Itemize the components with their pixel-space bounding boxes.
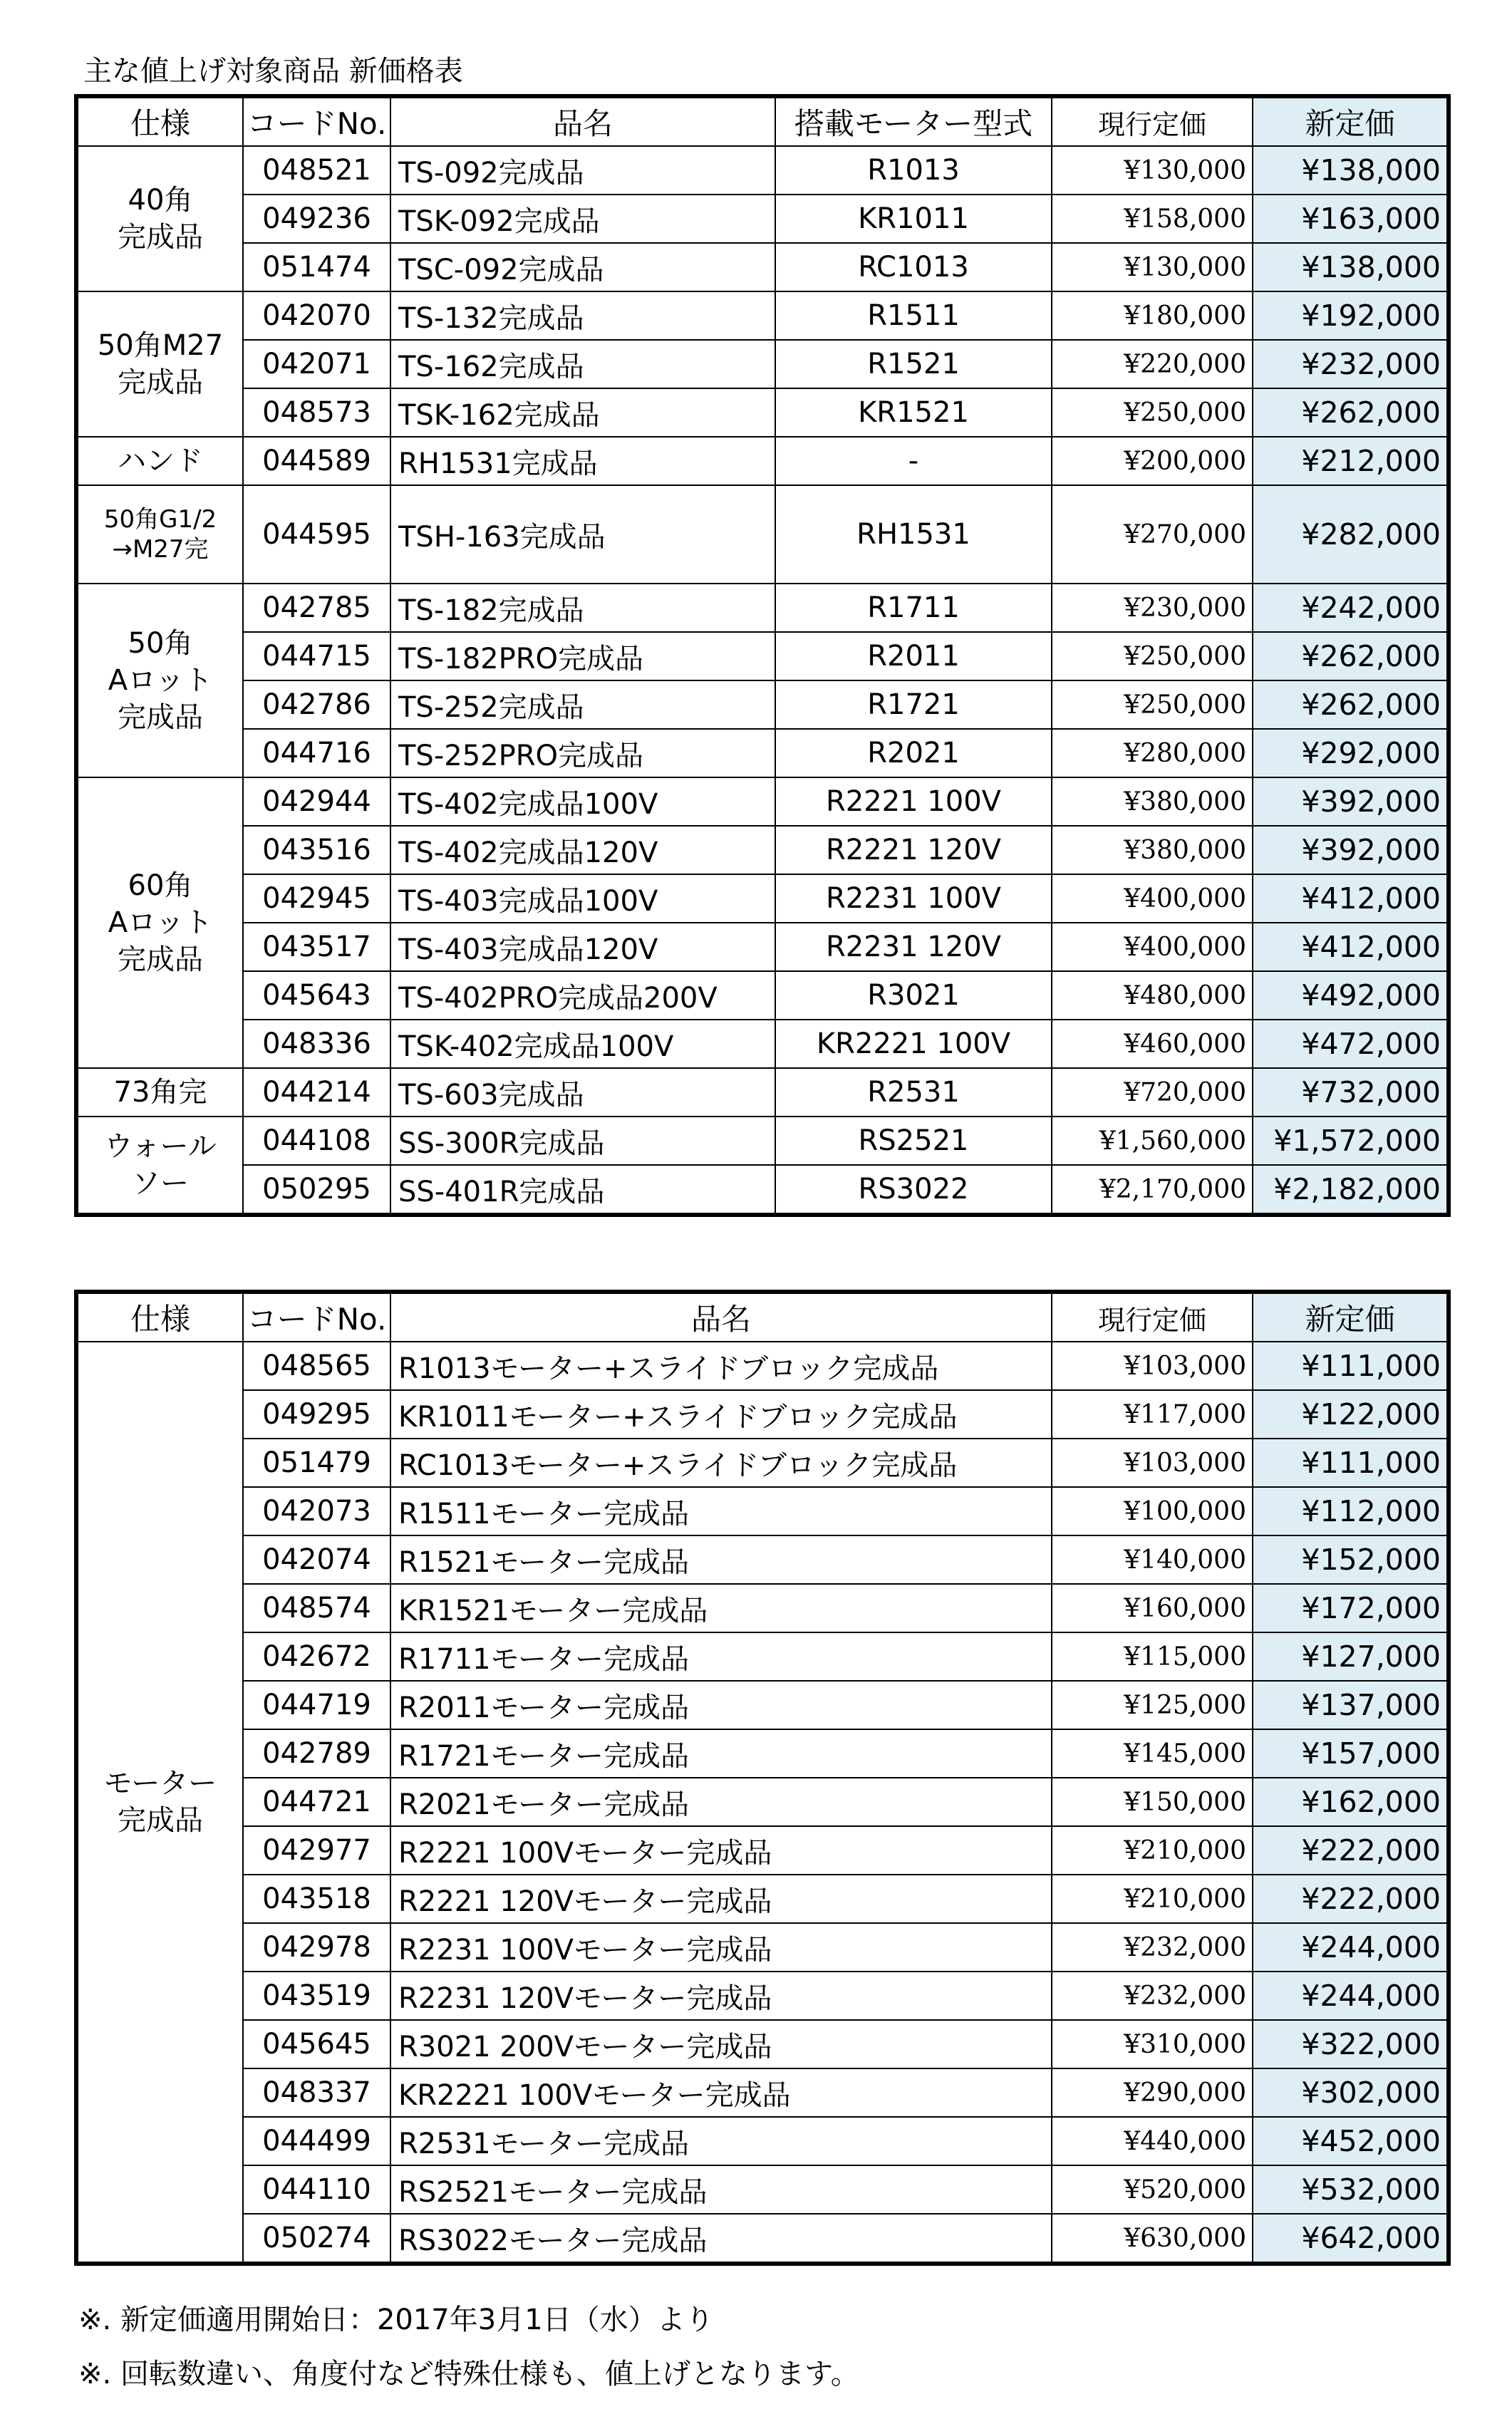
- header-spec: 仕様: [76, 96, 243, 146]
- motor-model-cell: R2221 120V: [775, 826, 1052, 874]
- current-price-cell: ¥140,000: [1052, 1535, 1253, 1584]
- code-cell: 042073: [243, 1487, 390, 1535]
- new-price-cell: ¥302,000: [1253, 2068, 1449, 2117]
- table-row: [76, 437, 1449, 485]
- product-name-cell: R1013モーター+スライドブロック完成品: [390, 1342, 1052, 1390]
- product-name-cell: R2231 100Vモーター完成品: [390, 1923, 1052, 1972]
- current-price-cell: ¥130,000: [1052, 243, 1253, 291]
- table-row: [76, 729, 1449, 777]
- code-cell: 050295: [243, 1165, 390, 1215]
- product-name-cell: RS2521モーター完成品: [390, 2165, 1052, 2214]
- current-price-cell: ¥480,000: [1052, 971, 1253, 1020]
- current-price-cell: ¥230,000: [1052, 584, 1253, 632]
- current-price-cell: ¥100,000: [1052, 1487, 1253, 1535]
- spec-cell: [76, 1117, 243, 1215]
- spec-line: 40角: [128, 184, 193, 217]
- code-cell: 042945: [243, 874, 390, 923]
- current-price-cell: ¥130,000: [1052, 146, 1253, 195]
- product-name-cell: TSH-163完成品: [390, 485, 775, 584]
- product-name-cell: R1521モーター完成品: [390, 1535, 1052, 1584]
- spec-cell: [76, 584, 243, 777]
- header-current-price: 現行定価: [1052, 96, 1253, 146]
- current-price-cell: ¥400,000: [1052, 923, 1253, 971]
- table-row: [76, 2214, 1449, 2264]
- product-name-cell: RS3022モーター完成品: [390, 2214, 1052, 2264]
- new-price-cell: ¥262,000: [1253, 388, 1449, 437]
- new-price-cell: ¥532,000: [1253, 2165, 1449, 2214]
- new-price-cell: ¥127,000: [1253, 1632, 1449, 1681]
- table-row: [76, 1632, 1449, 1681]
- product-name-cell: R1721モーター完成品: [390, 1729, 1052, 1778]
- code-cell: 042977: [243, 1826, 390, 1875]
- current-price-cell: ¥400,000: [1052, 874, 1253, 923]
- code-cell: 042070: [243, 291, 390, 340]
- new-price-cell: ¥138,000: [1253, 243, 1449, 291]
- product-name-cell: R1711モーター完成品: [390, 1632, 1052, 1681]
- code-cell: 044499: [243, 2117, 390, 2165]
- current-price-cell: ¥210,000: [1052, 1826, 1253, 1875]
- table-row: [76, 485, 1449, 584]
- motor-model-cell: R2231 120V: [775, 923, 1052, 971]
- current-price-cell: ¥380,000: [1052, 777, 1253, 826]
- current-price-cell: ¥1,560,000: [1052, 1117, 1253, 1165]
- spec-line: 73角完: [113, 1076, 207, 1109]
- table-row: [76, 1875, 1449, 1923]
- current-price-cell: ¥630,000: [1052, 2214, 1253, 2264]
- product-name-cell: KR2221 100Vモーター完成品: [390, 2068, 1052, 2117]
- code-cell: 044110: [243, 2165, 390, 2214]
- new-price-cell: ¥452,000: [1253, 2117, 1449, 2165]
- current-price-cell: ¥220,000: [1052, 340, 1253, 388]
- code-cell: 042071: [243, 340, 390, 388]
- spec-cell: [76, 146, 243, 291]
- spec-line: ハンド: [118, 445, 203, 477]
- table-row: [76, 2117, 1449, 2165]
- product-name-cell: TS-403完成品120V: [390, 923, 775, 971]
- current-price-cell: ¥232,000: [1052, 1923, 1253, 1972]
- code-cell: 042978: [243, 1923, 390, 1972]
- new-price-cell: ¥492,000: [1253, 971, 1449, 1020]
- spec-line: 完成品: [118, 221, 203, 254]
- product-name-cell: TS-402完成品120V: [390, 826, 775, 874]
- table-row: [76, 2165, 1449, 2214]
- motor-model-cell: R2221 100V: [775, 777, 1052, 826]
- current-price-cell: ¥117,000: [1052, 1390, 1253, 1439]
- new-price-cell: ¥732,000: [1253, 1068, 1449, 1117]
- current-price-cell: ¥250,000: [1052, 680, 1253, 729]
- header-new-price: 新定価: [1253, 96, 1449, 146]
- table-row: [76, 340, 1449, 388]
- code-cell: 044108: [243, 1117, 390, 1165]
- code-cell: 048574: [243, 1584, 390, 1632]
- table-row: [76, 777, 1449, 826]
- current-price-cell: ¥290,000: [1052, 2068, 1253, 2117]
- current-price-cell: ¥280,000: [1052, 729, 1253, 777]
- code-cell: 043519: [243, 1972, 390, 2020]
- code-cell: 044595: [243, 485, 390, 584]
- current-price-cell: ¥115,000: [1052, 1632, 1253, 1681]
- code-cell: 042944: [243, 777, 390, 826]
- product-name-cell: RC1013モーター+スライドブロック完成品: [390, 1439, 1052, 1487]
- table-row: [76, 146, 1449, 195]
- product-name-cell: SS-401R完成品: [390, 1165, 775, 1215]
- new-price-cell: ¥262,000: [1253, 680, 1449, 729]
- product-name-cell: TSK-162完成品: [390, 388, 775, 437]
- current-price-cell: ¥150,000: [1052, 1778, 1253, 1826]
- current-price-cell: ¥2,170,000: [1052, 1165, 1253, 1215]
- table-row: [76, 874, 1449, 923]
- new-price-cell: ¥212,000: [1253, 437, 1449, 485]
- product-name-cell: RH1531完成品: [390, 437, 775, 485]
- spec-line: Aロット: [108, 664, 213, 697]
- code-cell: 044716: [243, 729, 390, 777]
- table-row: [76, 584, 1449, 632]
- product-name-cell: TS-162完成品: [390, 340, 775, 388]
- note-effective-date: ※. 新定価適用開始日：2017年3月1日（水）より: [78, 2304, 714, 2336]
- spec-line: 完成品: [118, 943, 203, 976]
- code-cell: 045643: [243, 971, 390, 1020]
- new-price-cell: ¥122,000: [1253, 1390, 1449, 1439]
- code-cell: 050274: [243, 2214, 390, 2264]
- product-name-cell: R2221 100Vモーター完成品: [390, 1826, 1052, 1875]
- code-cell: 044214: [243, 1068, 390, 1117]
- table-row: [76, 1535, 1449, 1584]
- table-row: [76, 1778, 1449, 1826]
- price-table-main: [74, 94, 1451, 1217]
- product-name-cell: TS-252完成品: [390, 680, 775, 729]
- spec-line: ウォール: [104, 1130, 217, 1163]
- motor-model-cell: R2021: [775, 729, 1052, 777]
- current-price-cell: ¥250,000: [1052, 388, 1253, 437]
- code-cell: 048337: [243, 2068, 390, 2117]
- product-name-cell: TS-402PRO完成品200V: [390, 971, 775, 1020]
- code-cell: 042672: [243, 1632, 390, 1681]
- code-cell: 042786: [243, 680, 390, 729]
- current-price-cell: ¥232,000: [1052, 1972, 1253, 2020]
- product-name-cell: TS-182PRO完成品: [390, 632, 775, 680]
- product-name-cell: TS-252PRO完成品: [390, 729, 775, 777]
- table-row: [76, 1390, 1449, 1439]
- new-price-cell: ¥232,000: [1253, 340, 1449, 388]
- spec-line: 50角M27: [97, 329, 224, 362]
- current-price-cell: ¥380,000: [1052, 826, 1253, 874]
- spec-line: 50角G1/2: [103, 505, 217, 534]
- product-name-cell: SS-300R完成品: [390, 1117, 775, 1165]
- new-price-cell: ¥111,000: [1253, 1342, 1449, 1390]
- product-name-cell: TSC-092完成品: [390, 243, 775, 291]
- spec-cell: [76, 1342, 243, 2264]
- table-row: [76, 826, 1449, 874]
- motor-model-cell: RS2521: [775, 1117, 1052, 1165]
- code-cell: 051474: [243, 243, 390, 291]
- product-name-cell: TSK-092完成品: [390, 195, 775, 243]
- code-cell: 042789: [243, 1729, 390, 1778]
- current-price-cell: ¥145,000: [1052, 1729, 1253, 1778]
- table-header-row: [76, 96, 1449, 146]
- code-cell: 042074: [243, 1535, 390, 1584]
- new-price-cell: ¥162,000: [1253, 1778, 1449, 1826]
- table-row: [76, 1439, 1449, 1487]
- current-price-cell: ¥180,000: [1052, 291, 1253, 340]
- new-price-cell: ¥222,000: [1253, 1875, 1449, 1923]
- spec-line: 完成品: [118, 366, 203, 399]
- new-price-cell: ¥244,000: [1253, 1972, 1449, 2020]
- product-name-cell: TS-182完成品: [390, 584, 775, 632]
- new-price-cell: ¥292,000: [1253, 729, 1449, 777]
- header-code: コードNo.: [243, 96, 390, 146]
- code-cell: 048336: [243, 1020, 390, 1068]
- current-price-cell: ¥310,000: [1052, 2020, 1253, 2068]
- spec-line: 完成品: [118, 701, 203, 734]
- product-name-cell: R3021 200Vモーター完成品: [390, 2020, 1052, 2068]
- code-cell: 048521: [243, 146, 390, 195]
- table-row: [76, 1165, 1449, 1215]
- motor-model-cell: R1511: [775, 291, 1052, 340]
- header-current-price: 現行定価: [1052, 1292, 1253, 1342]
- product-name-cell: KR1521モーター完成品: [390, 1584, 1052, 1632]
- new-price-cell: ¥112,000: [1253, 1487, 1449, 1535]
- current-price-cell: ¥720,000: [1052, 1068, 1253, 1117]
- code-cell: 043516: [243, 826, 390, 874]
- product-name-cell: TS-092完成品: [390, 146, 775, 195]
- header-spec: 仕様: [76, 1292, 243, 1342]
- table-row: [76, 1487, 1449, 1535]
- product-name-cell: R1511モーター完成品: [390, 1487, 1052, 1535]
- motor-model-cell: R1711: [775, 584, 1052, 632]
- new-price-cell: ¥222,000: [1253, 1826, 1449, 1875]
- motor-model-cell: R2531: [775, 1068, 1052, 1117]
- code-cell: 044589: [243, 437, 390, 485]
- code-cell: 043518: [243, 1875, 390, 1923]
- motor-model-cell: R1013: [775, 146, 1052, 195]
- table-row: [76, 1972, 1449, 2020]
- current-price-cell: ¥210,000: [1052, 1875, 1253, 1923]
- new-price-cell: ¥392,000: [1253, 826, 1449, 874]
- table-row: [76, 680, 1449, 729]
- new-price-cell: ¥2,182,000: [1253, 1165, 1449, 1215]
- table-row: [76, 243, 1449, 291]
- header-name: 品名: [390, 1292, 1052, 1342]
- code-cell: 042785: [243, 584, 390, 632]
- motor-model-cell: R2011: [775, 632, 1052, 680]
- motor-model-cell: -: [775, 437, 1052, 485]
- header-motor: 搭載モーター型式: [775, 96, 1052, 146]
- spec-cell: [76, 437, 243, 485]
- new-price-cell: ¥192,000: [1253, 291, 1449, 340]
- table-row: [76, 1068, 1449, 1117]
- product-name-cell: TS-402完成品100V: [390, 777, 775, 826]
- code-cell: 044715: [243, 632, 390, 680]
- table-row: [76, 2068, 1449, 2117]
- new-price-cell: ¥157,000: [1253, 1729, 1449, 1778]
- new-price-cell: ¥244,000: [1253, 1923, 1449, 1972]
- spec-line: ソー: [132, 1167, 189, 1200]
- motor-model-cell: KR2221 100V: [775, 1020, 1052, 1068]
- new-price-cell: ¥412,000: [1253, 874, 1449, 923]
- product-name-cell: R2231 120Vモーター完成品: [390, 1972, 1052, 2020]
- spec-cell: [76, 777, 243, 1068]
- product-name-cell: TS-603完成品: [390, 1068, 775, 1117]
- new-price-cell: ¥138,000: [1253, 146, 1449, 195]
- motor-model-cell: KR1521: [775, 388, 1052, 437]
- code-cell: 048573: [243, 388, 390, 437]
- new-price-cell: ¥137,000: [1253, 1681, 1449, 1729]
- new-price-cell: ¥472,000: [1253, 1020, 1449, 1068]
- table-row: [76, 923, 1449, 971]
- table-row: [76, 1729, 1449, 1778]
- code-cell: 045645: [243, 2020, 390, 2068]
- new-price-cell: ¥172,000: [1253, 1584, 1449, 1632]
- product-name-cell: TS-403完成品100V: [390, 874, 775, 923]
- table-header-row: [76, 1292, 1449, 1342]
- motor-model-cell: R2231 100V: [775, 874, 1052, 923]
- current-price-cell: ¥103,000: [1052, 1342, 1253, 1390]
- motor-model-cell: KR1011: [775, 195, 1052, 243]
- product-name-cell: R2011モーター完成品: [390, 1681, 1052, 1729]
- spec-cell: [76, 1068, 243, 1117]
- new-price-cell: ¥322,000: [1253, 2020, 1449, 2068]
- new-price-cell: ¥642,000: [1253, 2214, 1449, 2264]
- spec-line: →M27完: [112, 535, 209, 564]
- spec-line: Aロット: [108, 906, 213, 939]
- new-price-cell: ¥262,000: [1253, 632, 1449, 680]
- motor-model-cell: RH1531: [775, 485, 1052, 584]
- new-price-cell: ¥163,000: [1253, 195, 1449, 243]
- spec-line: 60角: [128, 869, 193, 902]
- table-row: [76, 1681, 1449, 1729]
- current-price-cell: ¥160,000: [1052, 1584, 1253, 1632]
- header-name: 品名: [390, 96, 775, 146]
- table-row: [76, 971, 1449, 1020]
- table-row: [76, 1826, 1449, 1875]
- table-row: [76, 1923, 1449, 1972]
- table-row: [76, 632, 1449, 680]
- current-price-cell: ¥270,000: [1052, 485, 1253, 584]
- motor-model-cell: RC1013: [775, 243, 1052, 291]
- current-price-cell: ¥440,000: [1052, 2117, 1253, 2165]
- code-cell: 043517: [243, 923, 390, 971]
- product-name-cell: R2021モーター完成品: [390, 1778, 1052, 1826]
- header-code: コードNo.: [243, 1292, 390, 1342]
- new-price-cell: ¥392,000: [1253, 777, 1449, 826]
- note-special-spec: ※. 回転数違い、角度付など特殊仕様も、値上げとなります。: [78, 2358, 859, 2390]
- spec-line: 完成品: [118, 1804, 203, 1837]
- spec-line: モーター: [103, 1767, 217, 1800]
- code-cell: 048565: [243, 1342, 390, 1390]
- motor-model-cell: R1721: [775, 680, 1052, 729]
- price-table-motor: [74, 1290, 1451, 2266]
- motor-model-cell: RS3022: [775, 1165, 1052, 1215]
- new-price-cell: ¥152,000: [1253, 1535, 1449, 1584]
- table-row: [76, 291, 1449, 340]
- table-row: [76, 1117, 1449, 1165]
- code-cell: 051479: [243, 1439, 390, 1487]
- current-price-cell: ¥460,000: [1052, 1020, 1253, 1068]
- code-cell: 049236: [243, 195, 390, 243]
- table-row: [76, 388, 1449, 437]
- product-name-cell: KR1011モーター+スライドブロック完成品: [390, 1390, 1052, 1439]
- motor-model-cell: R3021: [775, 971, 1052, 1020]
- table-row: [76, 1020, 1449, 1068]
- page-title: 主な値上げ対象商品 新価格表: [83, 55, 463, 88]
- motor-model-cell: R1521: [775, 340, 1052, 388]
- product-name-cell: TSK-402完成品100V: [390, 1020, 775, 1068]
- product-name-cell: R2531モーター完成品: [390, 2117, 1052, 2165]
- header-new-price: 新定価: [1253, 1292, 1449, 1342]
- table-row: [76, 2020, 1449, 2068]
- current-price-cell: ¥200,000: [1052, 437, 1253, 485]
- table-row: [76, 1342, 1449, 1390]
- product-name-cell: R2221 120Vモーター完成品: [390, 1875, 1052, 1923]
- product-name-cell: TS-132完成品: [390, 291, 775, 340]
- current-price-cell: ¥103,000: [1052, 1439, 1253, 1487]
- spec-cell: [76, 291, 243, 437]
- code-cell: 044719: [243, 1681, 390, 1729]
- current-price-cell: ¥158,000: [1052, 195, 1253, 243]
- code-cell: 044721: [243, 1778, 390, 1826]
- current-price-cell: ¥250,000: [1052, 632, 1253, 680]
- code-cell: 049295: [243, 1390, 390, 1439]
- spec-line: 50角: [128, 627, 193, 660]
- new-price-cell: ¥282,000: [1253, 485, 1449, 584]
- new-price-cell: ¥412,000: [1253, 923, 1449, 971]
- current-price-cell: ¥125,000: [1052, 1681, 1253, 1729]
- current-price-cell: ¥520,000: [1052, 2165, 1253, 2214]
- table-row: [76, 1584, 1449, 1632]
- new-price-cell: ¥242,000: [1253, 584, 1449, 632]
- new-price-cell: ¥1,572,000: [1253, 1117, 1449, 1165]
- table-row: [76, 195, 1449, 243]
- spec-cell: [76, 485, 243, 584]
- new-price-cell: ¥111,000: [1253, 1439, 1449, 1487]
